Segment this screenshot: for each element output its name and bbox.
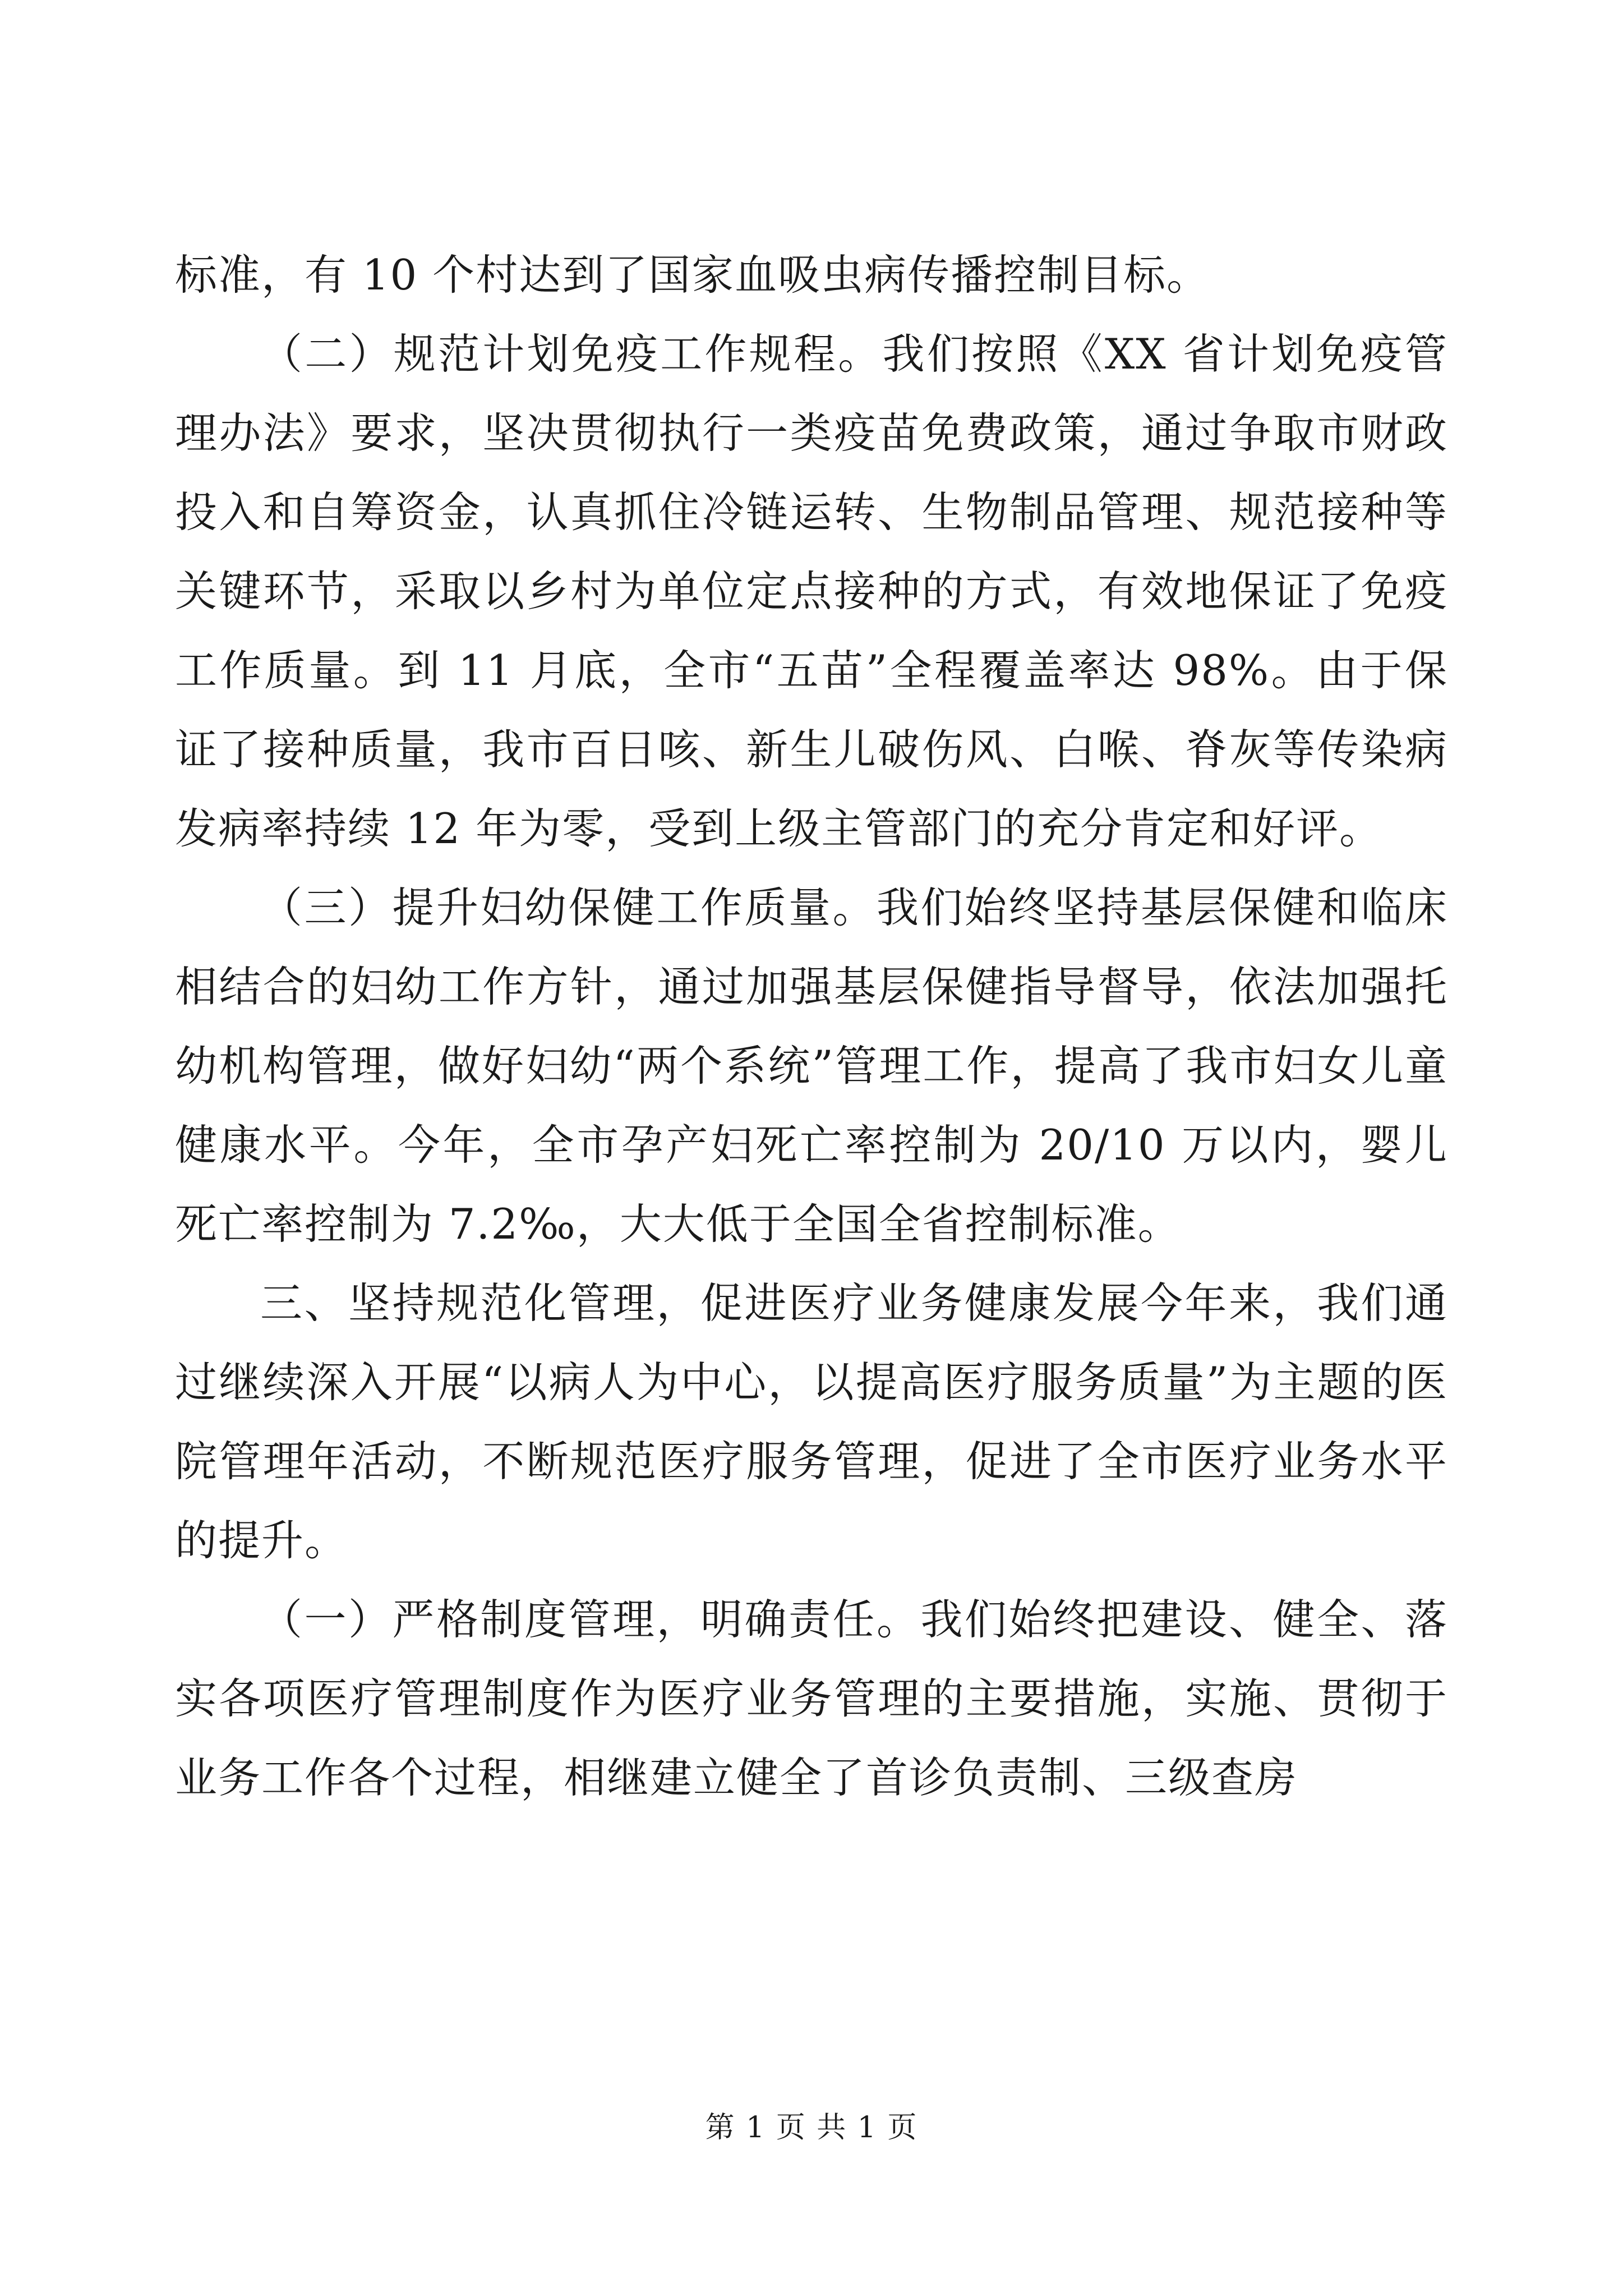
paragraph-2: （二）规范计划免疫工作规程。我们按照《XX 省计划免疫管理办法》要求，坚决贯彻执行一类疫苗免费政策，通过争取市财政投入和自筹资金，认真抓住冷链运转、生物制品管理、规范接种等关键环节，采取以乡村为单位定点接种的方式，有效地保证了免疫工作质量。到 11 月底，全市“五苗”全程覆盖率达 98%。由于保证了接种质量，我市百日咳、新生儿破伤风、白喉、脊灰等传染病发病率持续 12 年为零，受到上级主管部门的充分肯定和好评。: [175, 329, 1448, 853]
paragraph-3: （三）提升妇幼保健工作质量。我们始终坚持基层保健和临床相结合的妇幼工作方针，通过加强基层保健指导督导，依法加强托幼机构管理，做好妇幼“两个系统”管理工作，提高了我市妇女儿童健康水平。今年，全市孕产妇死亡率控制为 20/10 万以内，婴儿死亡率控制为 7.2‰，大大低于全国全省控制标准。: [175, 883, 1448, 1249]
paragraph-1: 标准，有 10 个村达到了国家血吸虫病传播控制目标。: [175, 250, 1210, 300]
paragraph-5: （一）严格制度管理，明确责任。我们始终把建设、健全、落实各项医疗管理制度作为医疗业务管理的主要措施，实施、贯彻于业务工作各个过程，相继建立健全了首诊负责制、三级查房: [175, 1595, 1448, 1802]
page-footer: [0, 2108, 1623, 2147]
document-body: [175, 236, 1448, 1818]
page-number-label: 第 1 页 共 1 页: [705, 2111, 918, 2145]
paragraph-4: 三、坚持规范化管理，促进医疗业务健康发展今年来，我们通过继续深入开展“以病人为中心，以提高医疗服务质量”为主题的医院管理年活动，不断规范医疗服务管理，促进了全市医疗业务水平的提升。: [175, 1278, 1448, 1565]
